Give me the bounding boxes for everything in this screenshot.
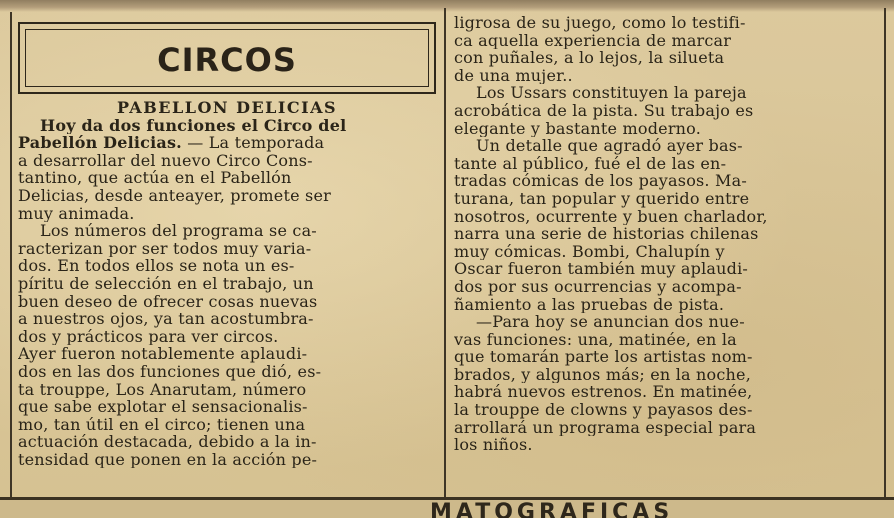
article-line: brados, y algunos más; en la noche,: [454, 365, 752, 384]
article-line: buen deseo de ofrecer cosas nuevas: [18, 292, 318, 311]
article-line: dos y prácticos para ver circos.: [18, 327, 279, 346]
article-line: habrá nuevos estrenos. En matinée,: [454, 383, 753, 402]
article-line: muy animada.: [18, 204, 135, 223]
article-line: tradas cómicas de los payasos. Ma-: [454, 172, 747, 190]
article-line: con puñales, a lo lejos, la silueta: [454, 49, 725, 67]
next-section-heading-partial: MATOGRAFICAS: [430, 500, 674, 518]
article-line: Delicias, desde anteayer, promete ser: [18, 186, 331, 205]
article-line: tantino, que actúa en el Pabellón: [18, 169, 292, 187]
article-lead-bold: Pabellón Delicias.: [18, 134, 182, 152]
article-line: mo, tan útil en el circo; tienen una: [18, 415, 306, 434]
article-line: que tomarán parte los artistas nom-: [454, 348, 753, 366]
article-line: Oscar fueron también muy aplaudi-: [454, 260, 748, 278]
column-rule-middle: [444, 8, 446, 498]
article-line: ta trouppe, Los Anarutam, número: [18, 380, 307, 399]
article-line: a nuestros ojos, ya tan acostumbra-: [18, 310, 314, 328]
article-line: arrollará un programa especial para: [454, 418, 757, 437]
article-line: la trouppe de clowns y payasos des-: [454, 401, 753, 419]
article-line: elegante y bastante moderno.: [454, 119, 702, 138]
article-line: tensidad que ponen en la acción pe-: [18, 450, 318, 469]
article-line: ligrosa de su juego, como lo testifi-: [454, 14, 746, 32]
article-line: de una mujer..: [454, 66, 573, 85]
article-line: dos. En todos ellos se nota un es-: [18, 257, 295, 275]
article-line: Ayer fueron notablemente aplaudi-: [18, 345, 308, 363]
section-header-title: CIRCOS: [157, 41, 297, 79]
article-line: los niños.: [454, 436, 533, 454]
article-line: dos en las dos funciones que dió, es-: [18, 362, 322, 381]
article-line: dos por sus ocurrencias y acompa-: [454, 277, 742, 296]
left-article-column: [18, 99, 436, 468]
article-line: que sabe explotar el sensacionalis-: [18, 398, 308, 416]
article-line: Los números del programa se ca-: [40, 222, 317, 240]
article-line: Pabellón Delicias. — La temporada: [18, 134, 325, 152]
column-rule-right: [884, 8, 886, 498]
article-line: ca aquella experiencia de marcar: [454, 31, 732, 50]
article-line: ñamiento a las pruebas de pista.: [454, 295, 725, 314]
right-article-column: [454, 14, 876, 454]
top-edge: [0, 0, 894, 12]
column-rule-left: [10, 12, 12, 504]
article-line: Hoy da dos funciones el Circo del: [40, 116, 347, 135]
article-line: tante al público, fué el de las en-: [454, 154, 727, 173]
article-line: Los Ussars constituyen la pareja: [476, 84, 747, 102]
article-line: muy cómicas. Bombi, Chalupín y: [454, 242, 725, 261]
next-section-header: [0, 497, 894, 518]
article-line: acrobática de la pista. Su trabajo es: [454, 101, 754, 120]
article-line: actuación destacada, debido a la in-: [18, 433, 317, 451]
article-line: Un detalle que agradó ayer bas-: [476, 137, 743, 155]
section-header-inner-border: [25, 29, 429, 87]
article-line: —Para hoy se anuncian dos nue-: [476, 313, 745, 331]
article-line: narra una serie de historias chilenas: [454, 225, 759, 243]
article-line: turana, tan popular y querido entre: [454, 189, 750, 208]
article-line: racterizan por ser todos muy varia-: [18, 239, 312, 258]
article-line: a desarrollar del nuevo Circo Cons-: [18, 151, 313, 170]
article-line: píritu de selección en el trabajo, un: [18, 274, 314, 293]
article-line: nosotros, ocurrente y buen charlador,: [454, 207, 768, 226]
article-subheading: PABELLON DELICIAS: [116, 98, 338, 117]
article-line: vas funciones: una, matinée, en la: [454, 330, 737, 349]
section-header-box: [18, 22, 436, 94]
